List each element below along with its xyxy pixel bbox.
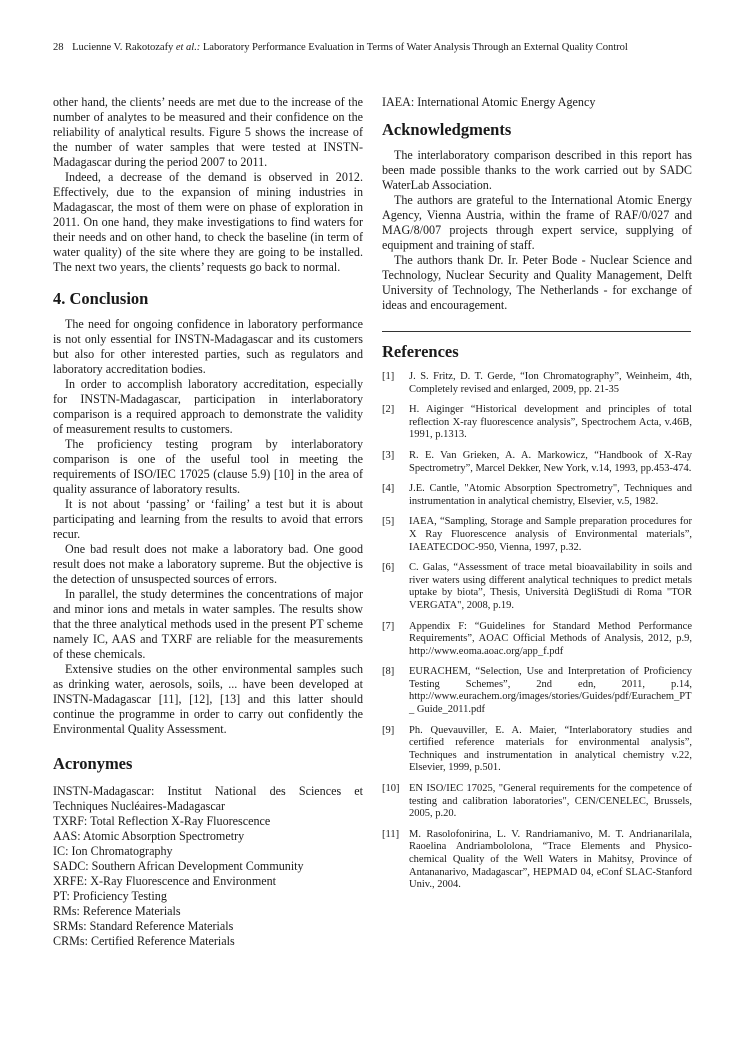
reference-text: R. E. Van Grieken, A. A. Markowicz, “Handbook of X-Ray Spectrometry”, Marcel Dekker, New York, v.14, 1993, pp.453-474.: [409, 449, 692, 474]
acronym-entry: XRFE: X-Ray Fluorescence and Environment: [53, 874, 277, 888]
running-header: [53, 42, 693, 53]
conclusion-heading: 4. Conclusion: [53, 289, 149, 308]
acronym-entry: AAS: Atomic Absorption Spectrometry: [53, 829, 245, 843]
acronym-entry: INSTN-Madagascar: Institut National des Sciences et Techniques Nucléaires-Madagascar: [53, 784, 363, 813]
reference-number: [2]: [382, 404, 395, 416]
reference-number: [11]: [382, 828, 400, 840]
reference-text: Ph. Quevauviller, E. A. Maier, “Interlaboratory studies and certified reference materials for environmental analysis”, Techniques and instrumentation in analytical chemistry v.22, Elsevier, 1999, p.501.: [409, 724, 692, 774]
reference-number: [6]: [382, 562, 395, 574]
header-title: Laboratory Performance Evaluation in Terms of Water Analysis Through an External Quality Control: [202, 42, 628, 53]
conclusion-paragraph: In order to accomplish laboratory accreditation, especially for INSTN-Madagascar, participation in interlaboratory comparison is a required approach to demonstrate the validity of measurement results to customers.: [53, 377, 363, 436]
acronym-entry: RMs: Reference Materials: [53, 904, 181, 918]
conclusion-paragraph: Extensive studies on the other environmental samples such as drinking water, aerosols, soils, ... have been developed at INSTN-Madagascar [11], [12], [13] and this latter should continue the programme in order to carry out confidently the Environmental Quality Assessment.: [53, 662, 363, 736]
reference-item: [382, 483, 692, 508]
reference-number: [5]: [382, 516, 395, 528]
reference-item: [382, 404, 692, 442]
acknowledgments-heading: Acknowledgments: [382, 120, 512, 139]
acknowledgment-paragraph: The interlaboratory comparison described in this report has been made possible thanks to the work carried out by SADC WaterLab Association.: [382, 148, 692, 192]
reference-text: H. Aiginger “Historical development and principles of total reflection X-ray fluorescence analysis”, Spectrochem Acta, v.46B, 1991, p.1313.: [409, 404, 692, 441]
acknowledgment-paragraph: The authors are grateful to the International Atomic Energy Agency, Vienna Austria, within the frame of RAF/0/027 and MAG/8/007 projects through expert service, supplying of equipment and training of staff.: [382, 193, 692, 252]
acronym-entry-iaea: IAEA: International Atomic Energy Agency: [382, 95, 596, 109]
reference-item: [382, 783, 692, 821]
reference-number: [8]: [382, 666, 395, 678]
section-divider: [382, 331, 691, 332]
acronym-entry: CRMs: Certified Reference Materials: [53, 934, 235, 948]
conclusion-paragraph: It is not about ‘passing’ or ‘failing’ a test but it is about participating and learning from the results to avoid that errors recur.: [53, 497, 363, 541]
acronymes-heading: Acronymes: [53, 754, 133, 773]
acronym-entry: SRMs: Standard Reference Materials: [53, 919, 234, 933]
reference-text: IAEA, “Sampling, Storage and Sample preparation procedures for X Ray Fluorescence analysis of Environmental materials”, IAEATECDOC-950, Vienna, 1997, p.32.: [409, 516, 692, 553]
right-column: [382, 95, 692, 900]
reference-item: [382, 516, 692, 554]
reference-text: EN ISO/IEC 17025, "General requirements for the competence of testing and calibration laboratories", CEN/CENELEC, Brussels, 2005, p.20.: [409, 783, 692, 820]
acronym-entry: PT: Proficiency Testing: [53, 889, 167, 903]
reference-text: J.E. Cantle, "Atomic Absorption Spectrometry", Techniques and instrumentation in analytical chemistry, Elsevier, v.5, 1982.: [409, 483, 692, 507]
reference-item: [382, 829, 692, 892]
references-heading: References: [382, 342, 459, 361]
reference-text: EURACHEM, “Selection, Use and Interpretation of Proficiency Testing Schemes”, 2nd edn, 2011, p.14, http://www.eurachem.org/images/stories/Guides/pdf/Eurachem_PT_ Guide_2011.pdf: [409, 666, 692, 716]
conclusion-paragraph: One bad result does not make a laboratory bad. One good result does not make a laboratory supreme. But the objective is the detection of unsuspected sources of errors.: [53, 542, 363, 586]
header-authors: Lucienne V. Rakotozafy: [72, 42, 174, 53]
acronym-entry: SADC: Southern African Development Community: [53, 859, 304, 873]
conclusion-paragraph: The proficiency testing program by interlaboratory comparison is one of the useful tool in meeting the requirements of ISO/IEC 17025 (clause 5.9) [10] in the area of quality assurance of laboratory results.: [53, 437, 363, 496]
body-paragraph: other hand, the clients’ needs are met due to the increase of the number of analytes to be measured and their confidence on the reliability of analytical results. Figure 5 shows the increase of the number of water samples that were tested at INSTN-Madagascar during the period 2007 to 2011.: [53, 95, 363, 169]
reference-number: [4]: [382, 483, 395, 495]
reference-item: [382, 725, 692, 775]
reference-text: J. S. Fritz, D. T. Gerde, “Ion Chromatography”, Weinheim, 4th, Completely revised and enlarged, 2009, pp. 21-35: [409, 371, 692, 395]
reference-item: [382, 371, 692, 396]
reference-number: [9]: [382, 724, 395, 736]
reference-number: [3]: [382, 449, 395, 461]
reference-text: C. Galas, “Assessment of trace metal bioavailability in soils and river waters using different analytical techniques to predict metals uptake by biota”, Thesis, Università DegliStudi di Roma "TOR VERGATA", 2008, p.19.: [409, 562, 692, 611]
conclusion-paragraph: The need for ongoing confidence in laboratory performance is not only essential for INSTN-Madagascar and its customers but also for other interested parties, such as regulators and laboratory accreditation bodies.: [53, 317, 363, 376]
reference-item: [382, 621, 692, 659]
body-paragraph: Indeed, a decrease of the demand is observed in 2012. Effectively, due to the expansion of mining industries in Madagascar, the most of them were on phase of exploration in 2011. On one hand, they make investigations to find waters for their needs and on other hand, to check the baseline (in term of water quality) of the site where they are going to be installed. The next two years, the clients’ requests go back to normal.: [53, 170, 363, 274]
acronym-entry: TXRF: Total Reflection X-Ray Fluorescence: [53, 814, 271, 828]
reference-item: [382, 666, 692, 716]
reference-number: [10]: [382, 783, 400, 795]
reference-number: [7]: [382, 620, 395, 632]
conclusion-paragraph: In parallel, the study determines the concentrations of major and minor ions and metals in water samples. The results show that the three analytical methods used in the present PT scheme namely IC, AAS and TXRF are reliable for the measurements of these chemicals.: [53, 587, 363, 661]
reference-number: [1]: [382, 371, 395, 382]
reference-text: M. Rasolofonirina, L. V. Randriamanivo, M. T. Andrianarilala, Raoelina Andriambololona, “Trace Elements and Physico-chemical Quality of the Well Waters in Mahitsy, Province of Antananarivo, Madagascar”, HEPMAD 04, eConf SLAC-Stanford Univ., 2004.: [409, 828, 692, 891]
left-column: [53, 95, 363, 949]
reference-item: [382, 450, 692, 475]
acronym-entry: IC: Ion Chromatography: [53, 844, 173, 858]
acknowledgment-paragraph: The authors thank Dr. Ir. Peter Bode - Nuclear Science and Technology, Nuclear Security and Quality Management, Delft University of Technology, The Netherlands - for exchange of ideas and encouragement.: [382, 253, 692, 312]
page-number: 28: [53, 42, 64, 53]
reference-item: [382, 562, 692, 612]
header-et-al: et al.:: [175, 42, 201, 53]
reference-text: Appendix F: “Guidelines for Standard Method Performance Requirements”, AOAC Official Methods of Analysis, 2012, p.9, http://www.eoma.aoac.org/app_f.pdf: [409, 620, 692, 657]
